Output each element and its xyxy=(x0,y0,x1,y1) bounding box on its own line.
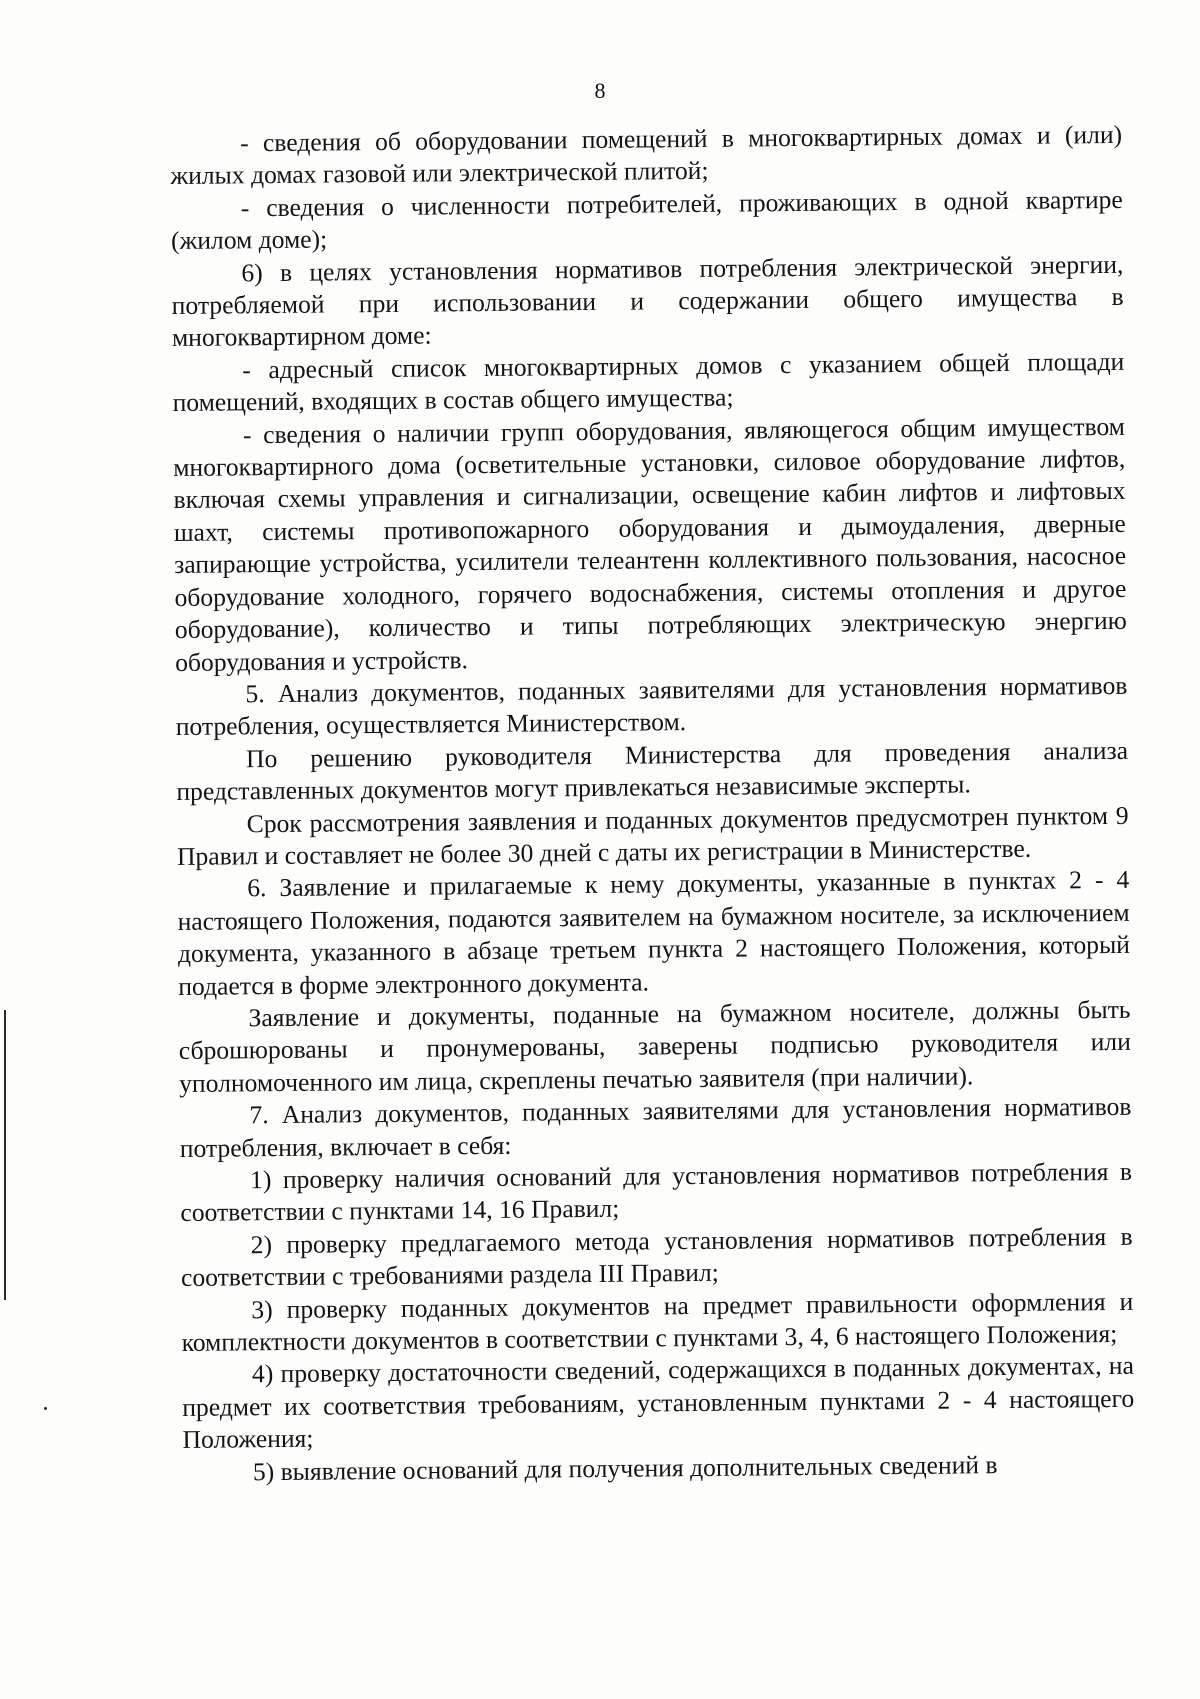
scan-dot-mark xyxy=(44,1407,47,1410)
paragraph: - сведения о численности потребителей, проживающих в одной квартире (жилом доме); xyxy=(170,184,1123,256)
paragraph: - сведения о наличии групп оборудования, являющегося общим имуществом многоквартирного дома (осветительные установки, силовое оборудование лифтов, включая схемы управления и сигнализации, освещение кабин лифтов и лифтовых шахт, системы противопожарного оборудования и дымоудаления, дверные запирающие устройства, усилители телеантенн коллективного пользования, насосное оборудование холодного, горячего водоснабжения, системы отопления и другое оборудование), количество и типы потребляющих электрическую энергию оборудования и устройств. xyxy=(173,411,1127,677)
paragraph: 3) проверку поданных документов на предмет правильности оформления и комплектности документов в соответствии с пунктами 3, 4, 6 настоящего Положения; xyxy=(181,1286,1134,1357)
paragraph: Заявление и документы, поданные на бумажном носителе, должны быть сброшюрованы и пронумерованы, заверены подписью руководителя или уполномоченного им лица, скреплены печатью заявителя (при наличии). xyxy=(178,994,1131,1098)
paragraph: 2) проверку предлагаемого метода установления нормативов потребления в соответствии с требованиями раздела III Правил; xyxy=(180,1221,1133,1293)
scan-edge-mark xyxy=(4,1010,6,1300)
paragraph: 4) проверку достаточности сведений, содержащихся в поданных документах, на предмет их соответствия требованиям, установленным пунктами 2 - 4 настоящего Положения; xyxy=(182,1351,1135,1455)
paragraph: 5. Анализ документов, поданных заявителями для установления нормативов потребления, осуществляется Министерством. xyxy=(175,670,1128,742)
page-number: 8 xyxy=(594,78,606,103)
paragraph: По решению руководителя Министерства для проведения анализа представленных документов могут привлекаться независимые эксперты. xyxy=(176,735,1129,807)
document-body xyxy=(170,119,1135,1489)
paragraph: 7. Анализ документов, поданных заявителями для установления нормативов потребления, включает в себя: xyxy=(179,1092,1132,1163)
paragraph: - адресный список многоквартирных домов с указанием общей площади помещений, входящих в состав общего имущества; xyxy=(172,346,1125,418)
paragraph: Срок рассмотрения заявления и поданных документов предусмотрен пунктом 9 Правил и составляет не более 30 дней с даты их регистрации в Министерстве. xyxy=(176,800,1129,871)
paragraph: - сведения об оборудовании помещений в многоквартирных домах и (или) жилых домах газовой или электрической плитой; xyxy=(170,119,1123,191)
paragraph: 1) проверку наличия оснований для установления нормативов потребления в соответствии с пунктами 14, 16 Правил; xyxy=(180,1156,1133,1228)
paragraph: 5) выявление оснований для получения дополнительных сведений в xyxy=(252,1449,998,1486)
paragraph: 6. Заявление и прилагаемые к нему документы, указанные в пунктах 2 - 4 настоящего Положения, подаются заявителем на бумажном носителе, за исключением документа, указанного в абзаце третьем пункта 2 настоящего Положения, который подается в форме электронного документа. xyxy=(177,865,1131,1001)
paragraph: 6) в целях установления нормативов потребления электрической энергии, потребляемой при использовании и содержании общего имущества в многоквартирном доме: xyxy=(171,249,1124,353)
